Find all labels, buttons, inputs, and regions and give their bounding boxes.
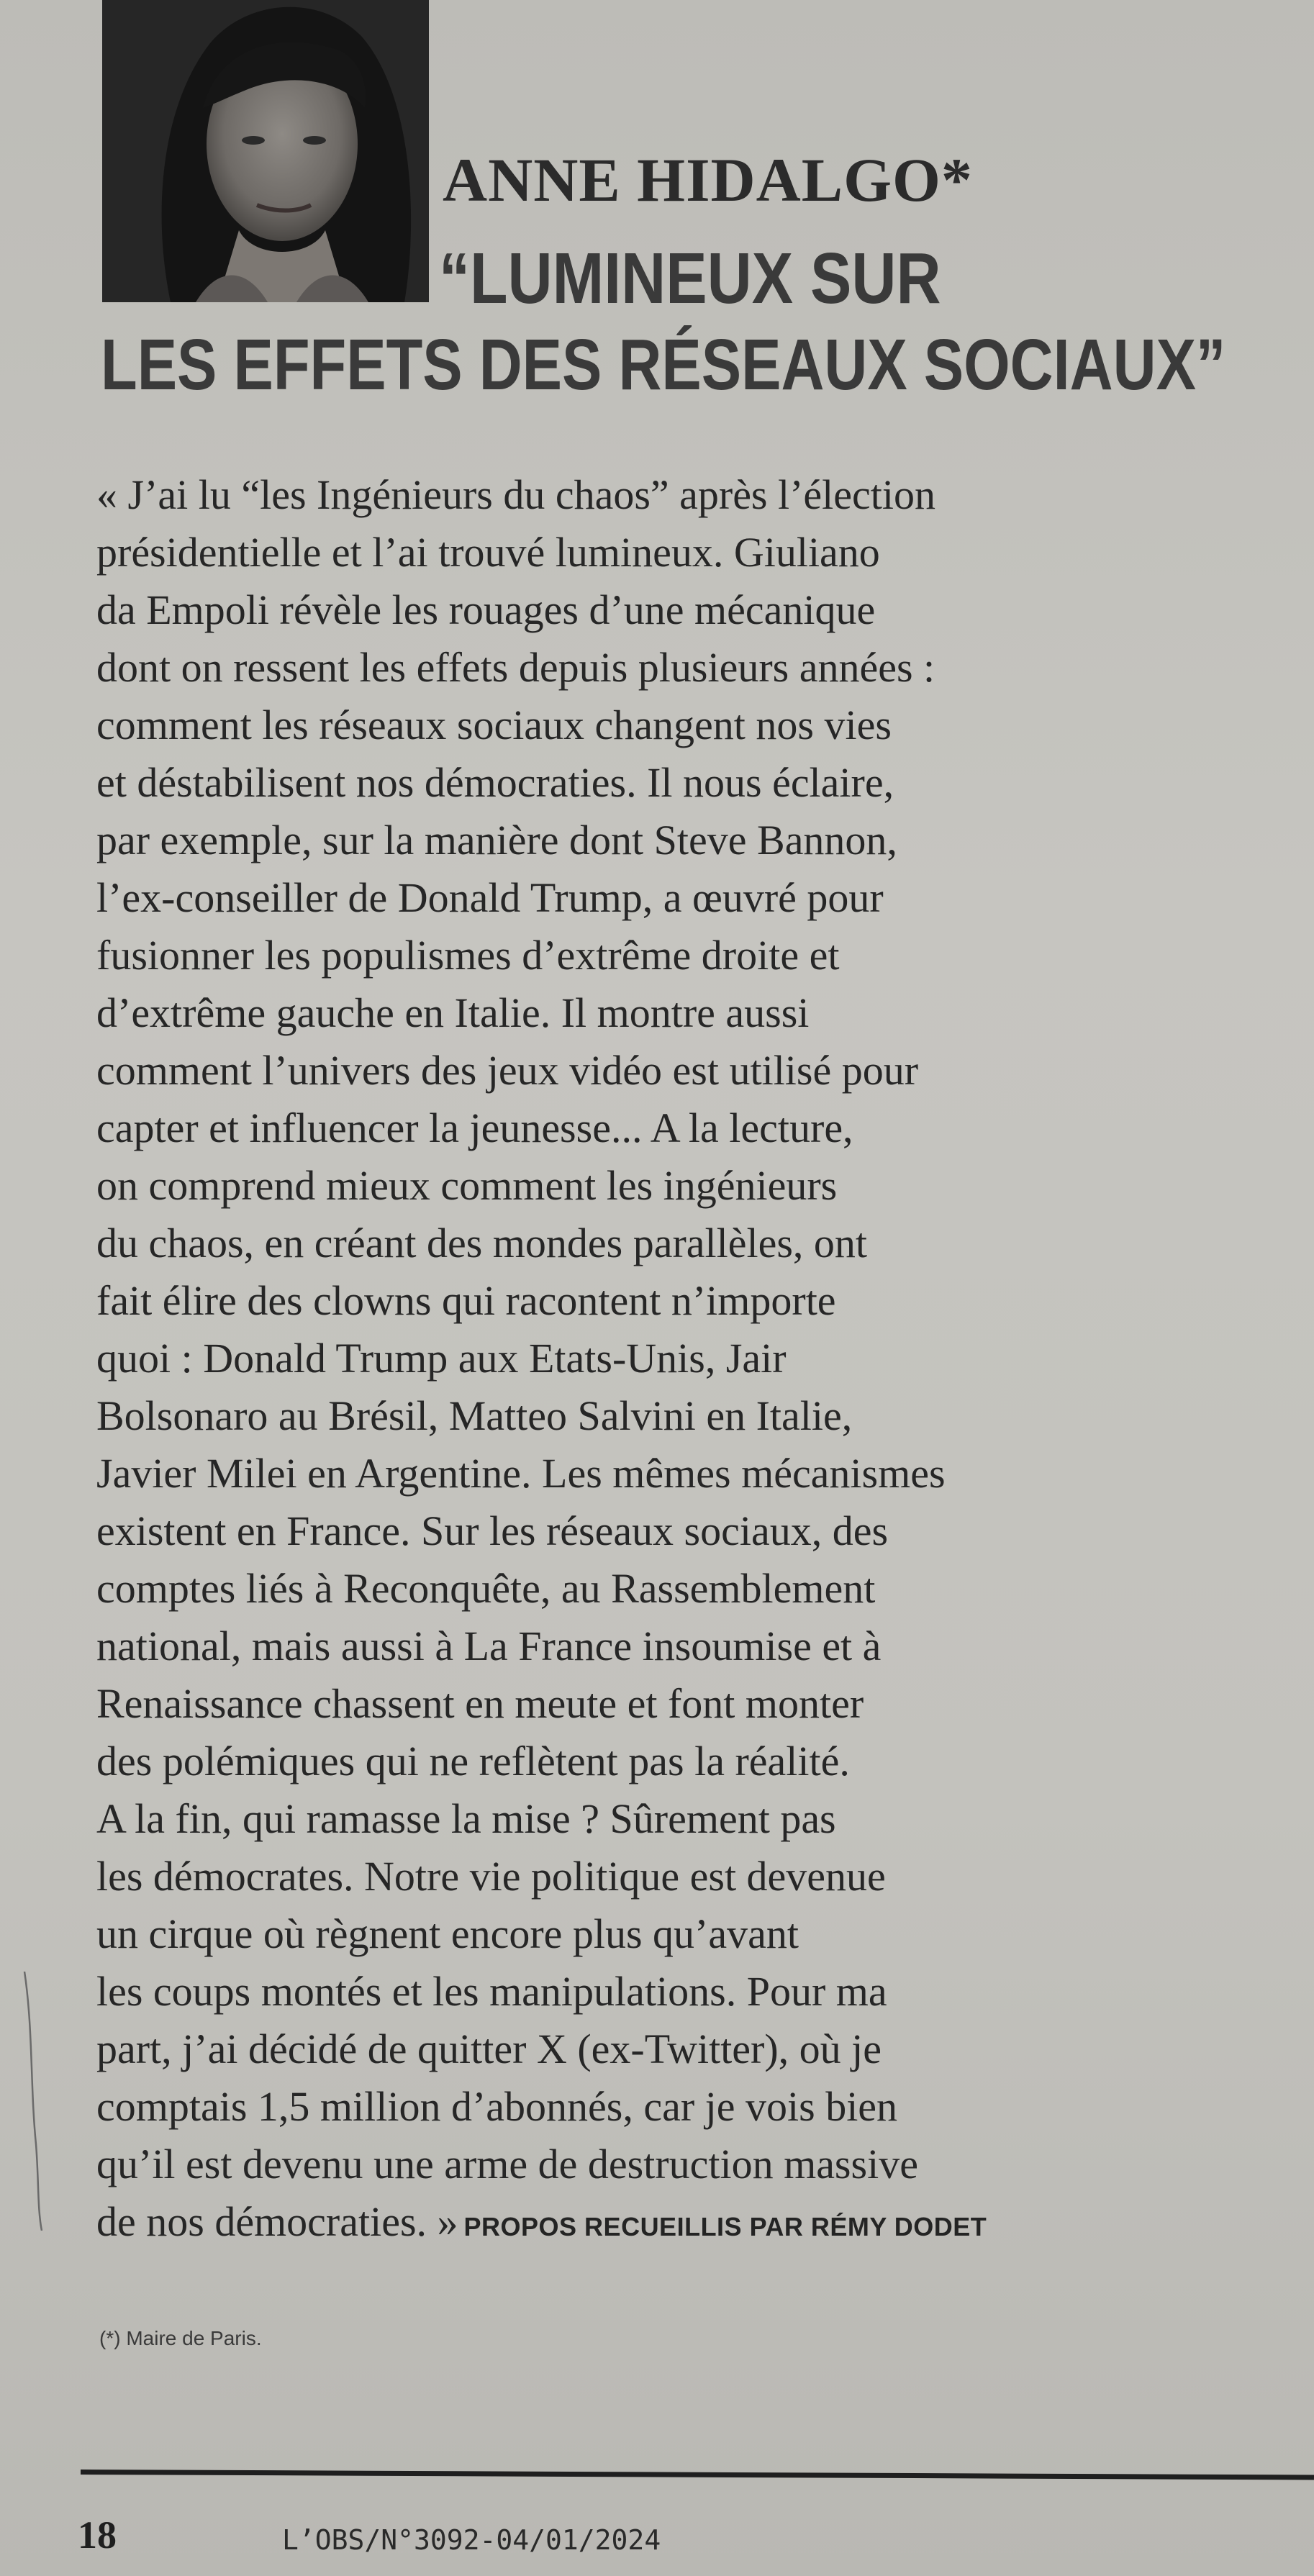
footnote: (*) Maire de Paris. <box>99 2327 262 2349</box>
body-line: part, j’ai décidé de quitter X (ex-Twitter), où je <box>96 2026 882 2072</box>
body-line: Renaissance chassent en meute et font monter <box>96 1680 864 1727</box>
body-line: Javier Milei en Argentine. Les mêmes mécanismes <box>96 1450 946 1497</box>
body-line: des polémiques qui ne reflètent pas la réalité. <box>96 1738 850 1784</box>
body-line: A la fin, qui ramasse la mise ? Sûrement pas <box>96 1795 836 1842</box>
body-line: les coups montés et les manipulations. Pour ma <box>96 1968 887 2015</box>
body-line: par exemple, sur la manière dont Steve Bannon, <box>96 817 897 863</box>
interviewee-name: ANNE HIDALGO* <box>443 145 973 214</box>
article-body <box>96 466 1161 2251</box>
interview-credit: PROPOS RECUEILLIS PAR RÉMY DODET <box>463 2212 987 2241</box>
portrait-photo <box>102 0 429 302</box>
headline-line-1: “LUMINEUX SUR <box>439 238 941 319</box>
body-line: « J’ai lu “les Ingénieurs du chaos” après l’élection <box>96 471 936 518</box>
body-line: d’extrême gauche en Italie. Il montre aussi <box>96 989 810 1036</box>
body-line: comptais 1,5 million d’abonnés, car je vois bien <box>96 2083 898 2130</box>
body-line: Bolsonaro au Brésil, Matteo Salvini en Italie, <box>96 1392 853 1439</box>
body-line: fusionner les populismes d’extrême droite et <box>96 932 840 979</box>
body-line: on comprend mieux comment les ingénieurs <box>96 1162 838 1209</box>
body-line: da Empoli révèle les rouages d’une mécanique <box>96 586 876 633</box>
body-line: existent en France. Sur les réseaux sociaux, des <box>96 1507 889 1554</box>
body-line: les démocrates. Notre vie politique est devenue <box>96 1853 886 1900</box>
body-line: national, mais aussi à La France insoumise et à <box>96 1623 882 1669</box>
body-line-last <box>96 2193 1161 2251</box>
body-line: comment l’univers des jeux vidéo est utilisé pour <box>96 1047 919 1094</box>
body-line: dont on ressent les effets depuis plusieurs années : <box>96 644 935 691</box>
headline-line-2: LES EFFETS DES RÉSEAUX SOCIAUX” <box>101 325 1226 405</box>
page-number: 18 <box>78 2513 117 2557</box>
body-line: qu’il est devenu une arme de destruction massive <box>96 2141 918 2187</box>
body-line: et déstabilisent nos démocraties. Il nous éclaire, <box>96 759 894 806</box>
body-line: du chaos, en créant des mondes parallèles, ont <box>96 1220 868 1266</box>
body-line: capter et influencer la jeunesse... A la lecture, <box>96 1105 853 1151</box>
body-line: un cirque où règnent encore plus qu’avant <box>96 1910 799 1957</box>
body-line: quoi : Donald Trump aux Etats-Unis, Jair <box>96 1335 787 1382</box>
body-line: comptes liés à Reconquête, au Rassemblement <box>96 1565 876 1612</box>
body-line: présidentielle et l’ai trouvé lumineux. Giuliano <box>96 529 880 576</box>
body-line-text: de nos démocraties. » <box>96 2198 458 2245</box>
body-line: l’ex-conseiller de Donald Trump, a œuvré pour <box>96 874 884 921</box>
issue-info: L’OBS/N°3092-04/01/2024 <box>282 2524 661 2556</box>
footer-rule <box>81 2470 1314 2480</box>
pencil-margin-line-icon <box>20 1972 49 2231</box>
body-line: fait élire des clowns qui racontent n’importe <box>96 1277 836 1324</box>
body-line: comment les réseaux sociaux changent nos vies <box>96 702 892 748</box>
